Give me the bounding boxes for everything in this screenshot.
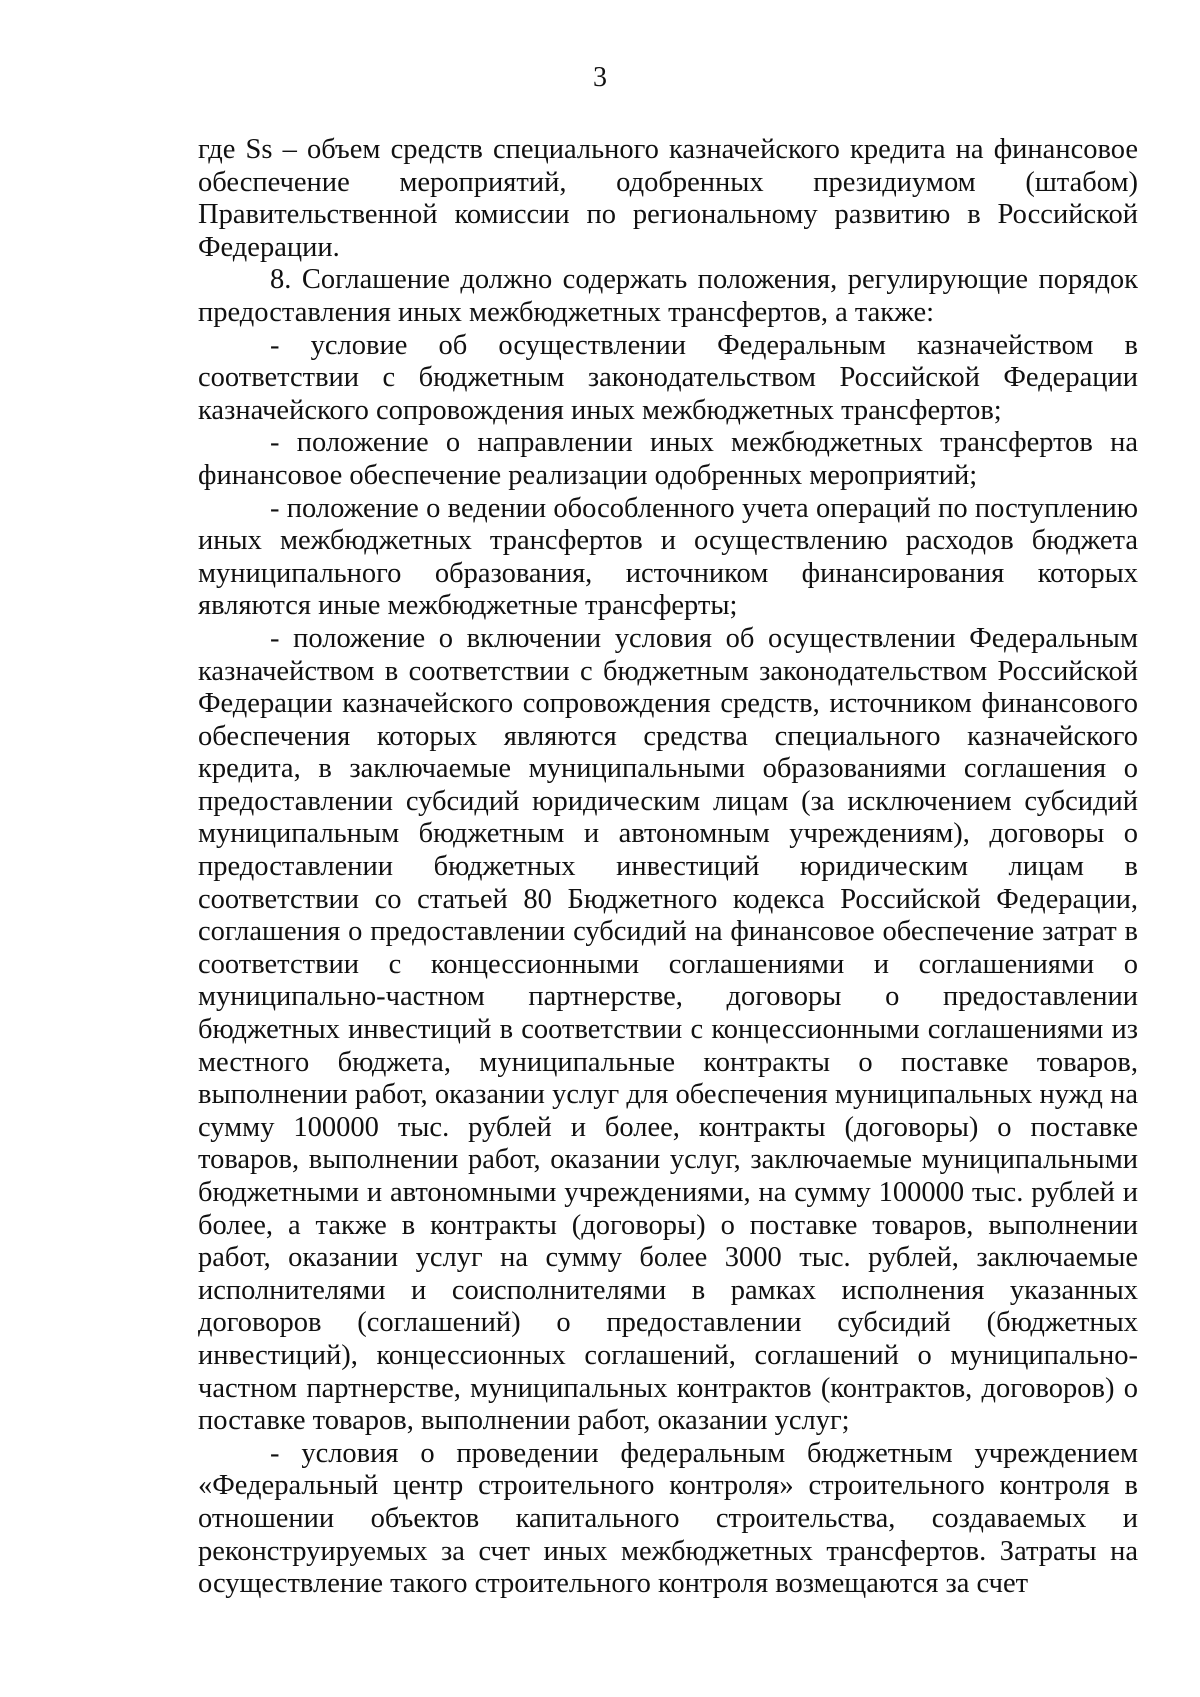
document-body — [198, 134, 1138, 1601]
paragraph-transfer-direction: - положение о направлении иных межбюджетных трансфертов на финансовое обеспечение реализации одобренных мероприятий; — [198, 427, 1138, 491]
paragraph-separate-accounting: - положение о ведении обособленного учета операций по поступлению иных межбюджетных трансфертов и осуществлению расходов бюджета муниципального образования, источником финансирования которых являются иные межбюджетные трансферты; — [198, 492, 1138, 622]
page-number: 3 — [593, 62, 607, 93]
paragraph-construction-control: - условия о проведении федеральным бюджетным учреждением «Федеральный центр строительного контроля» строительного контроля в отношении объектов капитального строительства, создаваемых и реконструируемых за счет иных межбюджетных трансфертов. Затраты на осуществление такого строительного контроля возмещаются за счет — [198, 1437, 1138, 1600]
paragraph-treasury-support: - условие об осуществлении Федеральным казначейством в соответствии с бюджетным законодательством Российской Федерации казначейского сопровождения иных межбюджетных трансфертов; — [198, 329, 1138, 426]
paragraph-agreement-provisions: 8. Соглашение должно содержать положения, регулирующие порядок предоставления иных межбюджетных трансфертов, а также: — [198, 264, 1138, 328]
paragraph-ss-definition: где Ss – объем средств специального казначейского кредита на финансовое обеспечение мероприятий, одобренных президиумом (штабом) Правительственной комиссии по региональному развитию в Российской Федерации. — [198, 134, 1138, 263]
paragraph-inclusion-conditions: - положение о включении условия об осуществлении Федеральным казначейством в соответствии с бюджетным законодательством Российской Федерации казначейского сопровождения средств, источником финансового обеспечения которых являются средства специального казначейского кредита, в заключаемые муниципальными образованиями соглашения о предоставлении субсидий юридическим лицам (за исключением субсидий муниципальным бюджетным и автономным учреждениям), договоры о предоставлении бюджетных инвестиций юридическим лицам в соответствии со статьей 80 Бюджетного кодекса Российской Федерации, соглашения о предоставлении субсидий на финансовое обеспечение затрат в соответствии с концессионными соглашениями и соглашениями о муниципально-частном партнерстве, договоры о предоставлении бюджетных инвестиций в соответствии с концессионными соглашениями из местного бюджета, муниципальные контракты о поставке товаров, выполнении работ, оказании услуг для обеспечения муниципальных нужд на сумму 100000 тыс. рублей и более, контракты (договоры) о поставке товаров, выполнении работ, оказании услуг, заключаемые муниципальными бюджетными и автономными учреждениями, на сумму 100000 тыс. рублей и более, а также в контракты (договоры) о поставке товаров, выполнении работ, оказании услуг на сумму более 3000 тыс. рублей, заключаемые исполнителями и соисполнителями в рамках исполнения указанных договоров (соглашений) о предоставлении субсидий (бюджетных инвестиций), концессионных соглашений, соглашений о муниципально-частном партнерстве, муниципальных контрактов (контрактов, договоров) о поставке товаров, выполнении работ, оказании услуг; — [198, 622, 1138, 1437]
